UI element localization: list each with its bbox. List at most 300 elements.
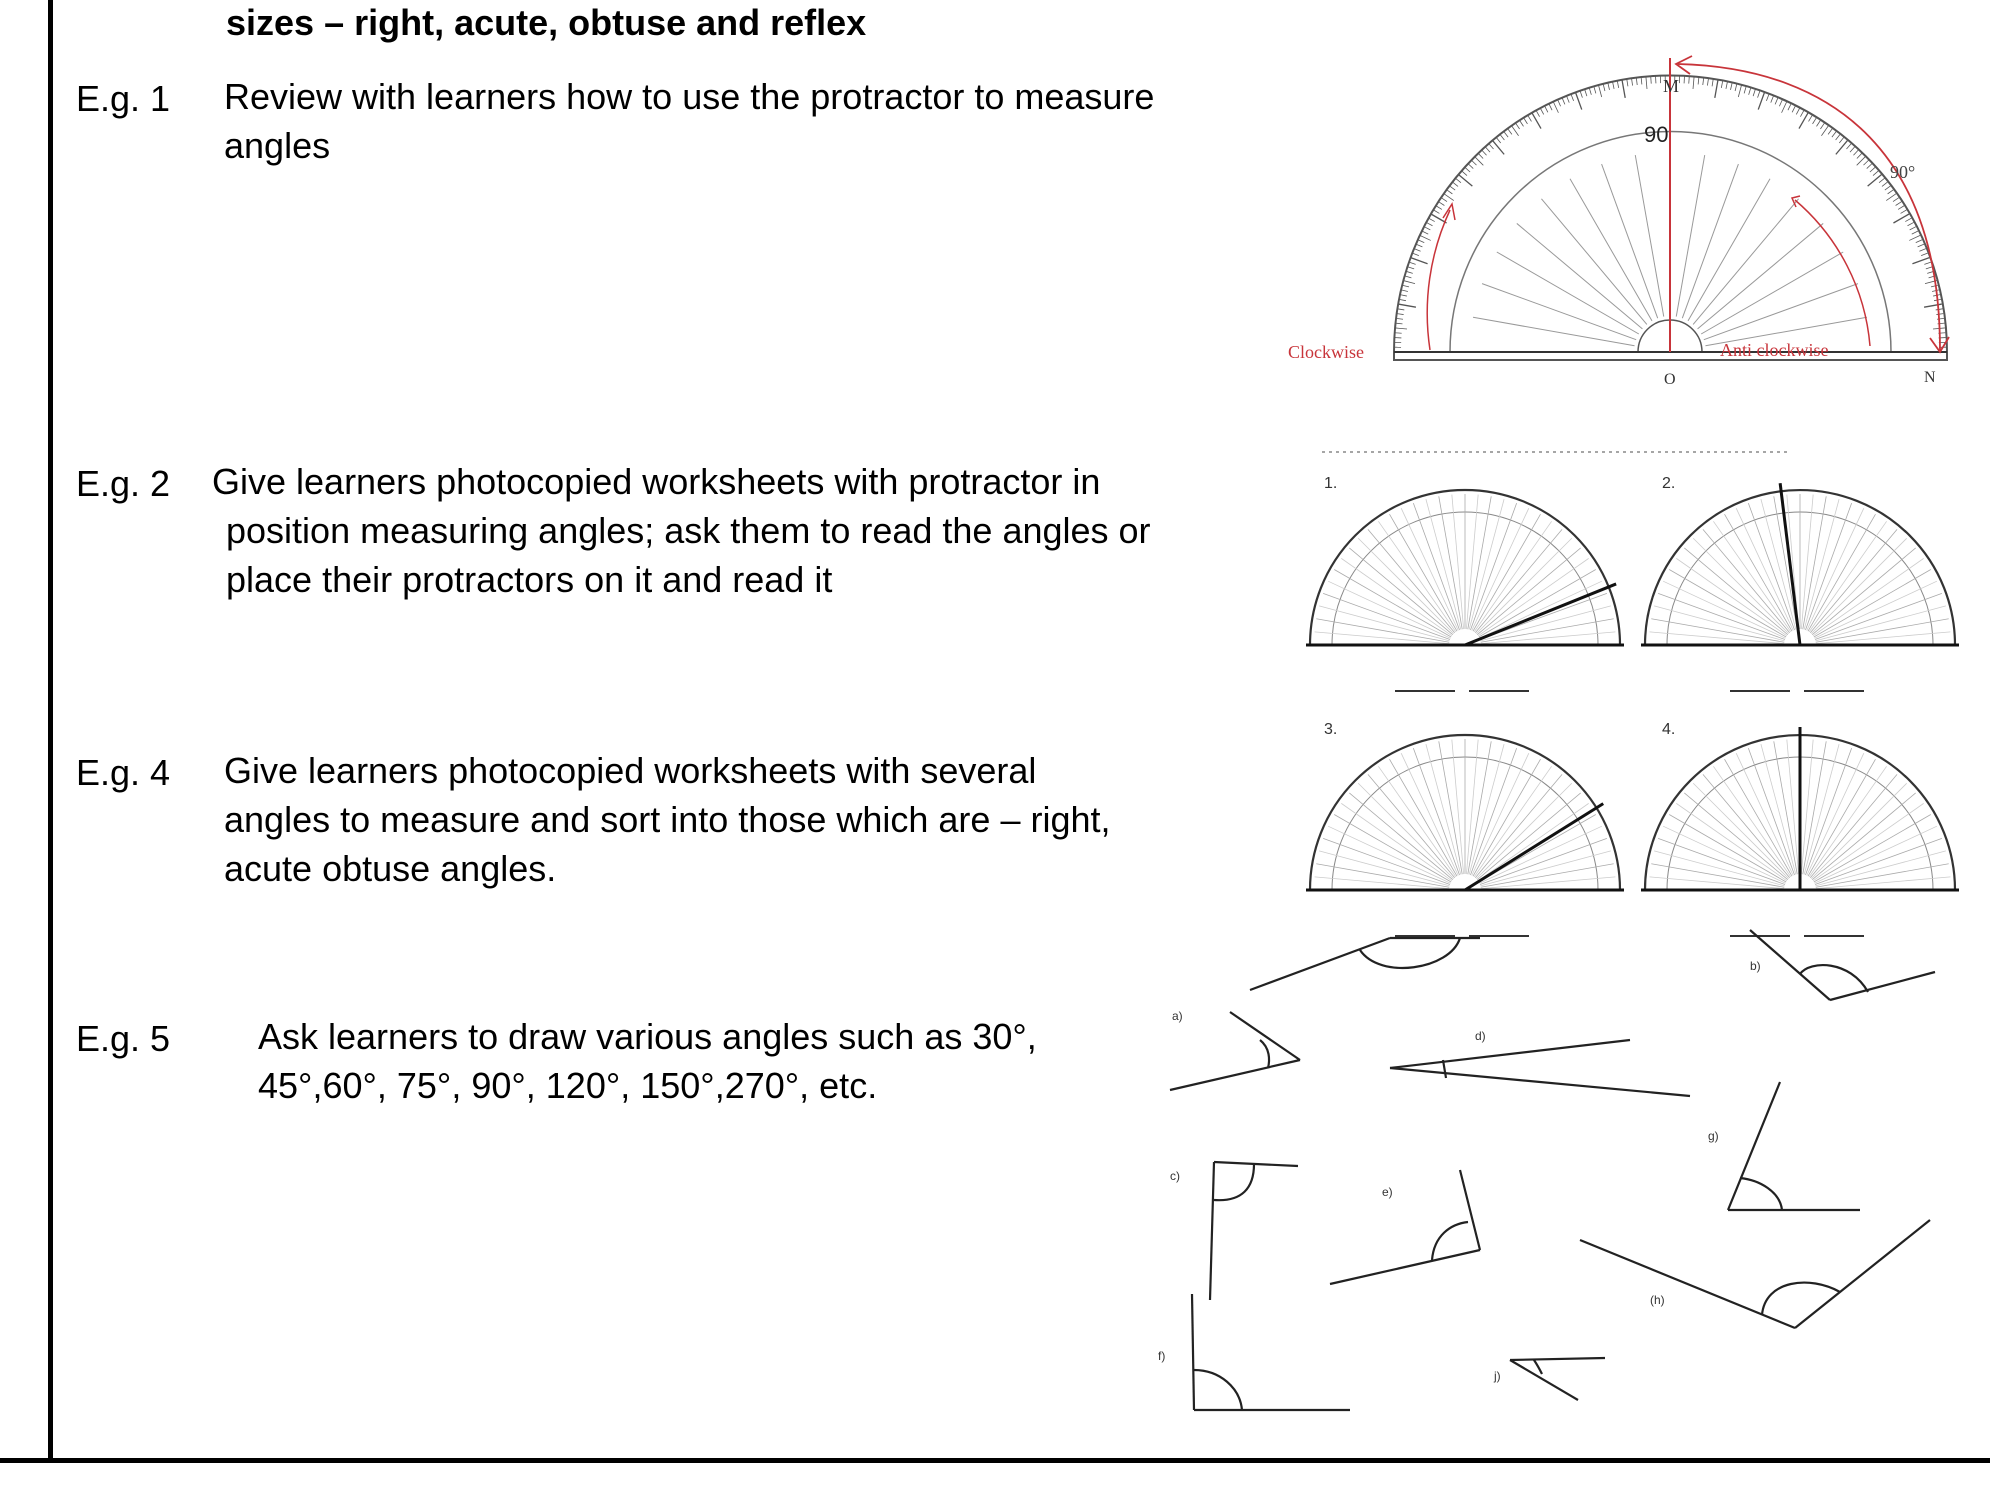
scale-tick bbox=[1788, 104, 1791, 110]
scale-tick bbox=[1516, 123, 1520, 129]
example-2-line-2: position measuring angles; ask them to read the angles or bbox=[226, 510, 1151, 551]
label-90: 90 bbox=[1644, 122, 1669, 147]
scale-tick bbox=[1528, 115, 1532, 121]
scale-tick bbox=[1853, 150, 1858, 155]
scale-tick bbox=[1912, 258, 1929, 264]
scale-tick bbox=[1758, 91, 1760, 98]
example-2-line-1: Give learners photocopied worksheets with protractor in bbox=[212, 461, 1101, 502]
scale-tick bbox=[1758, 93, 1764, 110]
label-e: e) bbox=[1382, 1185, 1393, 1199]
scale-tick bbox=[1562, 98, 1565, 104]
mini-protractor-ray bbox=[1481, 877, 1615, 889]
mini-protractor-ray bbox=[1328, 826, 1450, 883]
scale-tick bbox=[1622, 80, 1625, 98]
scale-tick bbox=[1400, 295, 1407, 296]
label-m: M bbox=[1663, 76, 1680, 96]
mini-protractor-ray bbox=[1809, 766, 1886, 877]
scale-tick bbox=[1893, 214, 1909, 223]
scale-tick bbox=[1641, 78, 1642, 85]
scale-tick bbox=[1406, 271, 1413, 273]
mini-protractor-ray bbox=[1439, 741, 1462, 874]
scale-tick bbox=[1888, 190, 1894, 194]
scale-tick bbox=[1545, 106, 1548, 112]
mini-protractor-ray bbox=[1378, 766, 1455, 877]
mini-protractor-ray bbox=[1669, 570, 1786, 638]
mini-protractor-ray bbox=[1481, 632, 1615, 644]
mini-protractor-ray bbox=[1811, 538, 1906, 633]
scale-tick bbox=[1873, 171, 1878, 176]
example-5-text bbox=[258, 1012, 1037, 1110]
scale-ray bbox=[1676, 155, 1704, 317]
scale-tick bbox=[1753, 90, 1755, 97]
angle-b-top-right bbox=[1750, 930, 1935, 1000]
scale-tick bbox=[1936, 314, 1943, 315]
scale-tick bbox=[1613, 82, 1614, 89]
mini-protractor-ray bbox=[1334, 570, 1451, 638]
scale-tick bbox=[1721, 81, 1722, 88]
scale-tick bbox=[1749, 88, 1751, 95]
mini-protractor-ray bbox=[1478, 558, 1589, 635]
label-j: j) bbox=[1494, 1369, 1501, 1383]
scale-ray bbox=[1570, 179, 1652, 321]
scale-tick bbox=[1396, 323, 1403, 324]
mini-protractor-ray bbox=[1814, 815, 1931, 883]
scale-tick bbox=[1731, 83, 1733, 90]
example-4-line-2: angles to measure and sort into those which are – right, bbox=[224, 799, 1111, 840]
scale-tick bbox=[1924, 304, 1942, 307]
scale-tick bbox=[1905, 218, 1911, 221]
scale-tick bbox=[1782, 102, 1787, 113]
scale-tick bbox=[1475, 157, 1483, 165]
mini-protractor-ray bbox=[1651, 864, 1784, 887]
scale-tick bbox=[1399, 299, 1406, 300]
mini-protractor-ray bbox=[1804, 744, 1839, 874]
scale-tick bbox=[1482, 150, 1487, 155]
scale-tick bbox=[1447, 190, 1453, 194]
mini-protractor-ray bbox=[1316, 619, 1449, 642]
scale-tick bbox=[1585, 90, 1587, 97]
scale-ray bbox=[1698, 223, 1824, 328]
example-4-line-3: acute obtuse angles. bbox=[224, 848, 557, 889]
scale-tick bbox=[1919, 249, 1925, 252]
scale-tick bbox=[1549, 104, 1552, 110]
mini-protractor-ray bbox=[1801, 740, 1813, 874]
angle-h bbox=[1580, 1220, 1930, 1328]
mini-protractor-ray bbox=[1803, 741, 1826, 874]
scale-tick bbox=[1608, 83, 1610, 90]
label-90-degree: 90° bbox=[1890, 162, 1916, 182]
example-1-line-1: Review with learners how to use the protractor to measure bbox=[224, 76, 1155, 117]
mini-protractor-ray bbox=[1808, 759, 1876, 876]
scale-tick bbox=[1567, 96, 1570, 102]
scale-tick bbox=[1444, 194, 1454, 201]
mini-protractor-ray bbox=[1787, 740, 1799, 874]
mini-protractor-ray bbox=[1466, 495, 1478, 629]
scale-tick bbox=[1500, 135, 1504, 141]
scale-tick bbox=[1921, 253, 1928, 256]
example-5-line-2: 45°,60°, 75°, 90°, 120°, 150°,270°, etc. bbox=[258, 1065, 878, 1106]
mini-protractor-ray bbox=[1663, 581, 1785, 638]
mini-protractor-ray bbox=[1813, 803, 1924, 880]
scale-tick bbox=[1524, 118, 1528, 124]
mini-protractor-ray bbox=[1480, 581, 1602, 638]
mini-protractor-arm bbox=[1465, 584, 1616, 645]
scale-tick bbox=[1898, 206, 1904, 210]
scale-tick bbox=[1416, 244, 1422, 247]
scale-tick bbox=[1422, 231, 1428, 234]
scale-ray bbox=[1473, 317, 1635, 345]
mini-protractor-ray bbox=[1334, 815, 1451, 883]
mini-protractor-ray bbox=[1815, 581, 1937, 638]
scale-tick bbox=[1580, 91, 1582, 98]
scale-tick bbox=[1918, 244, 1924, 247]
ninety-degree-arrow bbox=[1678, 64, 1940, 350]
scale-tick bbox=[1636, 78, 1637, 85]
worksheet-protractors bbox=[1310, 440, 1950, 940]
example-1-label: E.g. 1 bbox=[76, 78, 171, 119]
mini-protractor-ray bbox=[1736, 753, 1793, 875]
section-heading: sizes – right, acute, obtuse and reflex bbox=[226, 2, 867, 43]
scale-ray bbox=[1602, 164, 1658, 318]
scale-tick bbox=[1800, 111, 1803, 117]
scale-tick bbox=[1429, 218, 1435, 221]
scale-tick bbox=[1401, 290, 1408, 292]
example-4-text bbox=[224, 746, 1111, 893]
scale-ray bbox=[1682, 164, 1738, 318]
mini-protractor-ray bbox=[1401, 753, 1458, 875]
scale-tick bbox=[1496, 138, 1500, 143]
scale-tick bbox=[1558, 100, 1561, 106]
scale-tick bbox=[1910, 227, 1916, 230]
mini-protractor-ray bbox=[1774, 741, 1797, 874]
mini-protractor-ray bbox=[1816, 877, 1950, 889]
scale-tick bbox=[1868, 175, 1882, 187]
scale-tick bbox=[1857, 153, 1862, 158]
mini-protractor-ray bbox=[1401, 508, 1458, 630]
scale-tick bbox=[1796, 108, 1799, 114]
worksheet-number-1: 1. bbox=[1324, 475, 1338, 492]
mini-protractor-ray bbox=[1439, 496, 1462, 629]
scale-tick bbox=[1828, 129, 1832, 135]
mini-protractor-ray bbox=[1815, 606, 1945, 641]
scale-tick bbox=[1879, 178, 1884, 182]
mini-protractor-ray bbox=[1813, 558, 1924, 635]
scale-tick bbox=[1441, 198, 1447, 202]
label-n: N bbox=[1924, 369, 1936, 386]
scale-ray bbox=[1541, 199, 1646, 325]
scale-tick bbox=[1813, 118, 1817, 124]
scale-tick bbox=[1396, 318, 1403, 319]
mini-protractor-ray bbox=[1654, 851, 1784, 886]
mini-protractor-ray bbox=[1315, 877, 1449, 889]
scale-tick bbox=[1715, 80, 1718, 98]
scale-tick bbox=[1395, 328, 1407, 329]
scale-tick bbox=[1478, 153, 1483, 158]
label-a: a) bbox=[1172, 1009, 1183, 1023]
mini-protractor-ray bbox=[1654, 606, 1784, 641]
mini-protractor-ray bbox=[1478, 803, 1589, 880]
angle-e bbox=[1330, 1170, 1480, 1284]
scale-tick bbox=[1909, 235, 1920, 240]
scale-tick bbox=[1414, 249, 1420, 252]
scale-tick bbox=[1450, 186, 1456, 190]
scale-tick bbox=[1766, 94, 1769, 101]
scale-tick bbox=[1439, 202, 1445, 206]
mini-protractor-ray bbox=[1426, 499, 1461, 629]
scale-tick bbox=[1411, 258, 1428, 264]
scale-tick bbox=[1832, 132, 1836, 138]
scale-tick bbox=[1726, 82, 1727, 89]
mini-protractor-ray bbox=[1650, 877, 1784, 889]
scale-ray bbox=[1517, 223, 1643, 328]
scale-tick bbox=[1632, 79, 1633, 86]
scale-tick bbox=[1924, 262, 1931, 264]
scale-tick bbox=[1775, 98, 1778, 104]
scale-tick bbox=[1465, 167, 1470, 172]
scale-tick bbox=[1867, 164, 1872, 169]
anti-clockwise-label: Anti clockwise bbox=[1720, 340, 1829, 360]
example-5-label: E.g. 5 bbox=[76, 1018, 171, 1059]
scale-ray bbox=[1635, 155, 1663, 317]
scale-tick bbox=[1693, 77, 1694, 89]
scale-tick bbox=[1397, 309, 1404, 310]
scale-tick bbox=[1468, 164, 1473, 169]
scale-tick bbox=[1627, 79, 1628, 86]
mini-protractor-ray bbox=[1761, 744, 1796, 874]
mini-protractor-ray bbox=[1816, 864, 1949, 887]
example-4-line-1: Give learners photocopied worksheets with several bbox=[224, 750, 1037, 791]
scale-tick bbox=[1744, 87, 1746, 94]
mini-protractor-ray bbox=[1319, 606, 1449, 641]
clockwise-label: Clockwise bbox=[1288, 342, 1364, 362]
scale-tick bbox=[1397, 314, 1404, 315]
angle-c bbox=[1210, 1162, 1298, 1300]
assorted-angles-figure bbox=[1150, 900, 1950, 1420]
label-o: O bbox=[1664, 371, 1676, 388]
mini-protractor-ray bbox=[1808, 514, 1876, 631]
worksheet-number-3: 3. bbox=[1324, 721, 1338, 738]
protractor-diagram bbox=[1280, 50, 1960, 410]
mini-protractor-ray bbox=[1358, 783, 1453, 878]
scale-tick bbox=[1420, 235, 1431, 240]
scale-tick bbox=[1712, 79, 1713, 86]
scale-tick bbox=[1857, 157, 1865, 165]
mini-protractor-ray bbox=[1358, 538, 1453, 633]
mini-protractor-ray bbox=[1651, 619, 1784, 642]
mini-protractor-ray bbox=[1426, 744, 1461, 874]
mini-protractor-ray bbox=[1341, 803, 1452, 880]
label-g: g) bbox=[1708, 1129, 1719, 1143]
scale-tick bbox=[1821, 126, 1828, 136]
mini-protractor-ray bbox=[1725, 759, 1793, 876]
label-f: f) bbox=[1158, 1349, 1166, 1363]
scale-ray bbox=[1482, 284, 1636, 340]
mini-protractor-ray bbox=[1452, 740, 1464, 874]
scale-tick bbox=[1453, 182, 1459, 186]
scale-tick bbox=[1540, 108, 1543, 114]
mini-protractor-ray bbox=[1341, 558, 1452, 635]
scale-tick bbox=[1424, 227, 1430, 230]
mini-protractor-ray bbox=[1473, 759, 1541, 876]
bottom-rule bbox=[0, 1458, 1990, 1463]
mini-protractor-ray bbox=[1807, 753, 1864, 875]
scale-tick bbox=[1901, 210, 1907, 214]
mini-protractor-ray bbox=[1816, 632, 1950, 644]
mini-protractor-ray bbox=[1663, 826, 1785, 883]
scale-tick bbox=[1870, 167, 1875, 172]
scale-ray bbox=[1704, 284, 1858, 340]
left-margin-rule bbox=[48, 0, 53, 1462]
scale-tick bbox=[1576, 93, 1582, 110]
mini-protractor-ray bbox=[1809, 521, 1886, 632]
scale-tick bbox=[1532, 113, 1541, 129]
example-2-label: E.g. 2 bbox=[76, 463, 171, 504]
example-2-text bbox=[212, 457, 1151, 604]
scale-tick bbox=[1779, 100, 1782, 106]
scale-tick bbox=[1846, 144, 1851, 149]
label-h: (h) bbox=[1650, 1293, 1665, 1307]
mini-protractor-ray bbox=[1693, 538, 1788, 633]
label-d: d) bbox=[1475, 1029, 1486, 1043]
scale-tick bbox=[1436, 206, 1442, 210]
scale-tick bbox=[1402, 285, 1409, 287]
mini-protractor-ray bbox=[1328, 581, 1450, 638]
scale-tick bbox=[1817, 121, 1821, 127]
mini-protractor-ray bbox=[1815, 851, 1945, 886]
scale-tick bbox=[1462, 171, 1467, 176]
mini-protractor-ray bbox=[1676, 558, 1787, 635]
example-2-line-3: place their protractors on it and read it bbox=[226, 559, 833, 600]
scale-tick bbox=[1512, 126, 1519, 136]
mini-protractor-ray bbox=[1472, 508, 1529, 630]
mini-protractor-ray bbox=[1693, 783, 1788, 878]
mini-protractor-ray bbox=[1390, 514, 1458, 631]
example-4-label: E.g. 4 bbox=[76, 752, 171, 793]
scale-tick bbox=[1926, 267, 1933, 269]
scale-tick bbox=[1405, 276, 1412, 278]
angle-a bbox=[1170, 1012, 1300, 1090]
scale-tick bbox=[1771, 96, 1774, 102]
scale-tick bbox=[1409, 262, 1416, 264]
scale-tick bbox=[1738, 85, 1741, 97]
scale-tick bbox=[1836, 135, 1840, 141]
example-1-line-2: angles bbox=[224, 125, 331, 166]
scale-ray bbox=[1497, 252, 1639, 334]
clockwise-arrow bbox=[1427, 210, 1450, 350]
scale-tick bbox=[1504, 132, 1508, 138]
mini-protractor-ray bbox=[1466, 740, 1478, 874]
scale-tick bbox=[1433, 210, 1439, 214]
scale-tick bbox=[1850, 147, 1855, 152]
worksheet-number-2: 2. bbox=[1662, 475, 1676, 492]
angle-f bbox=[1192, 1294, 1350, 1410]
scale-tick bbox=[1886, 194, 1896, 201]
mini-protractor-ray bbox=[1378, 521, 1455, 632]
scale-ray bbox=[1693, 199, 1798, 325]
scale-tick bbox=[1820, 123, 1824, 129]
scale-tick bbox=[1398, 304, 1416, 307]
label-b: b) bbox=[1750, 959, 1761, 973]
worksheet-number-4: 4. bbox=[1662, 721, 1676, 738]
scale-tick bbox=[1916, 240, 1922, 243]
mini-protractor-ray bbox=[1669, 815, 1786, 883]
scale-tick bbox=[1408, 267, 1415, 269]
angle-g bbox=[1728, 1082, 1860, 1210]
scale-tick bbox=[1403, 281, 1415, 284]
scale-tick bbox=[1471, 160, 1476, 165]
scale-tick bbox=[1412, 253, 1419, 256]
mini-protractor-ray bbox=[1468, 741, 1491, 874]
scale-tick bbox=[1864, 160, 1869, 165]
mini-protractor-ray bbox=[1476, 538, 1571, 633]
mini-protractor-ray bbox=[1816, 619, 1949, 642]
scale-tick bbox=[1809, 115, 1813, 121]
scale-tick bbox=[1508, 129, 1512, 135]
mini-protractor-ray bbox=[1713, 766, 1790, 877]
scale-tick bbox=[1536, 111, 1539, 117]
angle-j bbox=[1510, 1358, 1605, 1400]
scale-tick bbox=[1836, 141, 1848, 155]
mini-protractor-ray bbox=[1390, 759, 1458, 876]
mini-protractor-ray bbox=[1319, 851, 1449, 886]
mini-protractor-ray bbox=[1676, 803, 1787, 880]
scale-tick bbox=[1896, 202, 1902, 206]
scale-tick bbox=[1912, 231, 1918, 234]
worksheet-panels bbox=[1306, 483, 1959, 936]
scale-tick bbox=[1839, 138, 1843, 143]
scale-tick bbox=[1735, 84, 1737, 91]
example-5-line-1: Ask learners to draw various angles such as 30°, bbox=[258, 1016, 1037, 1057]
mini-protractor-ray bbox=[1801, 495, 1813, 629]
scale-tick bbox=[1553, 102, 1558, 113]
scale-tick bbox=[1594, 87, 1596, 94]
scale-tick bbox=[1520, 121, 1524, 127]
scale-tick bbox=[1426, 222, 1432, 225]
mini-protractor-ray bbox=[1469, 499, 1504, 629]
scale-ray bbox=[1688, 179, 1770, 321]
mini-protractor-ray bbox=[1473, 514, 1541, 631]
mini-protractor-ray bbox=[1811, 783, 1906, 878]
scale-tick bbox=[1703, 78, 1704, 85]
scale-tick bbox=[1485, 147, 1490, 152]
mini-protractor-ray bbox=[1315, 632, 1449, 644]
mini-protractor-ray bbox=[1650, 632, 1784, 644]
angle-obtuse-top bbox=[1250, 938, 1480, 990]
scale-tick bbox=[1571, 94, 1574, 101]
scale-tick bbox=[1456, 178, 1461, 182]
scale-tick bbox=[1707, 79, 1708, 86]
scale-tick bbox=[1885, 186, 1891, 190]
mini-protractor-ray bbox=[1814, 570, 1931, 638]
scale-tick bbox=[1459, 175, 1473, 187]
scale-tick bbox=[1792, 106, 1795, 112]
mini-protractor-ray bbox=[1713, 521, 1790, 632]
scale-tick bbox=[1603, 84, 1605, 91]
mini-protractor-ray bbox=[1479, 570, 1596, 638]
scale-tick bbox=[1617, 81, 1618, 88]
scale-tick bbox=[1882, 182, 1888, 186]
label-c: c) bbox=[1170, 1169, 1180, 1183]
mini-protractor-ray bbox=[1468, 496, 1491, 629]
mini-protractor-ray bbox=[1316, 864, 1449, 887]
scale-tick bbox=[1908, 222, 1914, 225]
mini-protractor-ray bbox=[1815, 826, 1937, 883]
scale-tick bbox=[1418, 240, 1424, 243]
scale-tick bbox=[1599, 85, 1602, 97]
mini-protractor-ray bbox=[1469, 744, 1504, 874]
mini-protractor-ray bbox=[1804, 499, 1839, 629]
scale-tick bbox=[1646, 77, 1647, 89]
